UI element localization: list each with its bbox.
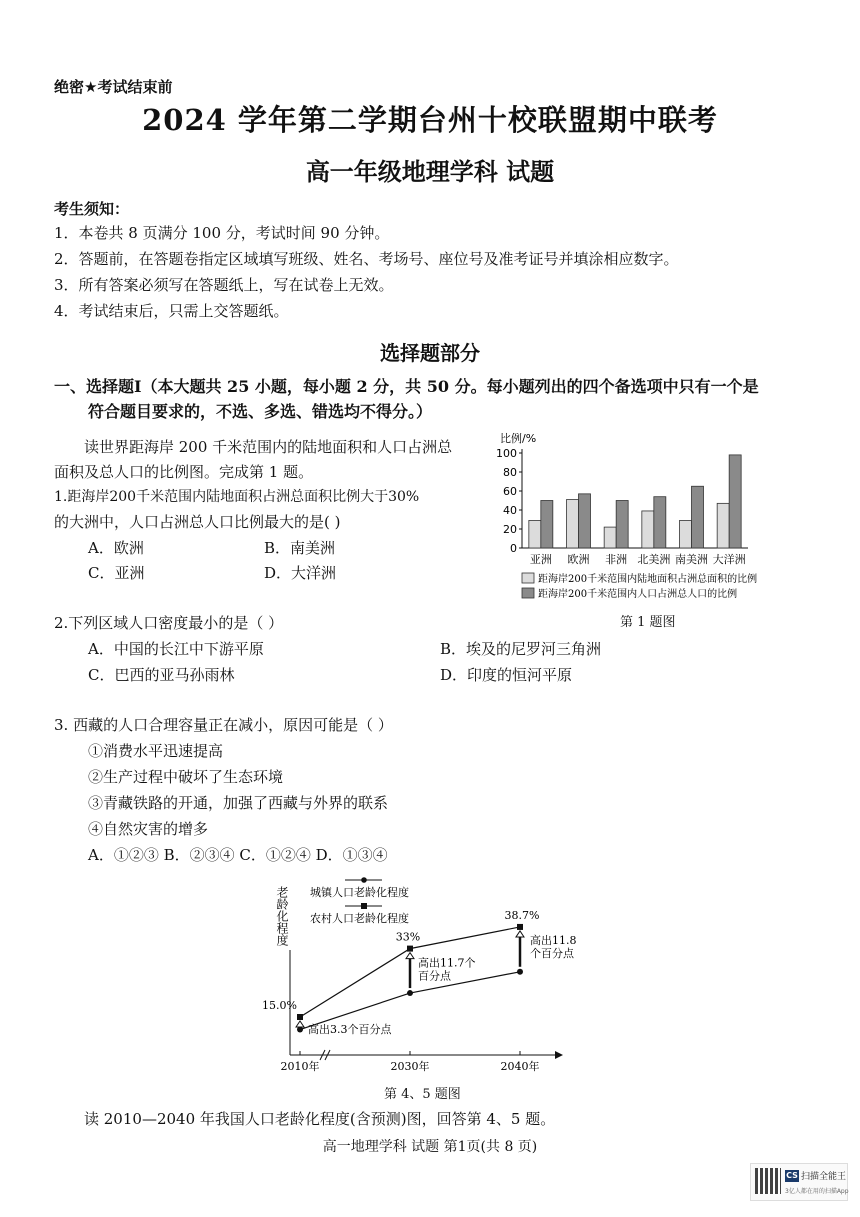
x-tick-label: 2030年: [390, 1060, 430, 1073]
camscanner-logo-icon: CS: [786, 1171, 798, 1180]
q1-option-a: A．欧洲: [88, 539, 144, 557]
notice-item: 3．所有答案必须写在答题纸上，写在试卷上无效。: [54, 276, 394, 294]
legend-label: 距海岸200千米范围内陆地面积占洲总面积的比例: [538, 574, 758, 585]
q3-statement: ④自然灾害的增多: [88, 820, 209, 838]
bar-category-label: 非洲: [605, 553, 628, 566]
q3-choices: A．①②③ B．②③④ C．①②④ D．①③④: [88, 846, 388, 864]
legend-label: 农村人口老龄化程度: [310, 912, 409, 925]
exam-title: 2024 学年第二学期台州十校联盟期中联考: [142, 103, 718, 137]
q2-option-d: D．印度的恒河平原: [440, 666, 573, 684]
exam-subtitle: 高一年级地理学科 试题: [305, 157, 555, 186]
bar-population: [692, 486, 704, 548]
figure-45-caption: 第 4、5 题图: [384, 1087, 461, 1102]
data-point: [517, 924, 523, 930]
q1-option-b: B．南美洲: [264, 539, 336, 557]
bar-chart-axis: [522, 449, 748, 548]
q3-stem: 3. 西藏的人口合理容量正在减小，原因可能是（ ）: [54, 716, 393, 734]
scanner-app-tagline: 3亿人都在用的扫描App: [785, 1188, 849, 1195]
notice-item: 4．考试结束后，只需上交答题纸。: [54, 302, 289, 320]
part-heading-line: 符合题目要求的，不选、多选、错选均不得分。）: [88, 402, 433, 421]
q1-stem: 1.距海岸200千米范围内陆地面积占洲总面积比例大于30%: [54, 489, 420, 505]
q1-option-c: C．亚洲: [88, 564, 145, 582]
q1-stem: 的大洲中，人口占洲总人口比例最大的是( ): [54, 513, 341, 531]
gap-arrow-head: [296, 1021, 304, 1027]
x-tick-label: 2010年: [280, 1060, 320, 1073]
bar-y-tick-label: 80: [503, 466, 517, 479]
annotation-label: 高出11.7个: [418, 956, 476, 970]
q1-intro: 面积及总人口的比例图。完成第 1 题。: [54, 463, 314, 481]
q3-statement: ②生产过程中破坏了生态环境: [88, 768, 284, 786]
q2-option-a: A．中国的长江中下游平原: [88, 640, 264, 658]
bar-y-tick-label: 60: [503, 485, 517, 498]
bar-chart-ylabel: 比例/%: [500, 432, 537, 445]
legend-marker: [361, 903, 367, 909]
annotation-label: 百分点: [418, 969, 451, 983]
bar-y-tick-label: 20: [503, 523, 517, 536]
scanner-app-name: 扫描全能王: [801, 1172, 847, 1182]
scanner-badge: [750, 1163, 848, 1201]
page-footer: 高一地理学科 试题 第1页(共 8 页): [322, 1139, 538, 1155]
legend-swatch: [522, 588, 534, 598]
bar-category-label: 北美洲: [637, 553, 671, 566]
bar-y-tick-label: 0: [510, 542, 517, 555]
bar-land-area: [717, 503, 729, 548]
bar-y-tick-label: 40: [503, 504, 517, 517]
confidential-mark: 绝密★考试结束前: [54, 78, 173, 96]
bar-population: [616, 501, 628, 549]
legend-marker: [361, 877, 367, 883]
bar-population: [541, 501, 553, 549]
legend-label: 城镇人口老龄化程度: [310, 886, 409, 899]
data-point: [517, 969, 523, 975]
bar-y-tick-label: 100: [496, 447, 517, 460]
annotation-label: 33%: [395, 930, 421, 944]
notice-heading: 考生须知：: [54, 200, 130, 218]
part-heading-line: 一、选择题Ⅰ（本大题共 25 小题，每小题 2 分，共 50 分。每小题列出的四个备选项中只有一个是: [54, 377, 759, 396]
annotation-label: 15.0%: [262, 999, 297, 1012]
bar-chart-categories: [530, 552, 746, 566]
bar-land-area: [604, 527, 616, 548]
figure-1-bar-chart: [490, 428, 820, 608]
line-chart-legend: [310, 877, 409, 925]
q2-stem: 2.下列区域人口密度最小的是（ ）: [54, 614, 284, 632]
data-point: [297, 1014, 303, 1020]
data-point: [407, 946, 413, 952]
bar-category-label: 大洋洲: [712, 553, 746, 566]
bar-population: [654, 497, 666, 548]
q1-intro: 读世界距海岸 200 千米范围内的陆地面积和人口占洲总: [84, 438, 453, 456]
bar-population: [579, 494, 591, 548]
bar-chart-bars: [529, 455, 741, 548]
bar-chart-legend: [522, 572, 757, 600]
gap-arrow-head: [516, 931, 524, 937]
notice-item: 2．答题前，在答题卷指定区域填写班级、姓名、考场号、座位号及准考证号并填涂相应数字。: [54, 250, 679, 268]
q3-statement: ①消费水平迅速提高: [88, 742, 224, 760]
section-title: 选择题部分: [380, 341, 480, 365]
bar-land-area: [529, 520, 541, 548]
part-heading: [54, 374, 814, 424]
bar-land-area: [642, 511, 654, 548]
q3-statement: ③青藏铁路的开通，加强了西藏与外界的联系: [88, 794, 389, 812]
legend-label: 距海岸200千米范围内人口占洲总人口的比例: [538, 589, 738, 600]
q1-option-d: D．大洋洲: [264, 564, 337, 582]
data-point: [407, 990, 413, 996]
qr-code-icon: [755, 1168, 781, 1194]
bar-population: [729, 455, 741, 548]
q45-intro: 读 2010—2040 年我国人口老龄化程度(含预测)图，回答第 4、5 题。: [84, 1110, 556, 1128]
bar-chart-ticks: [496, 447, 522, 555]
gap-arrow-head: [406, 953, 414, 959]
annotation-label: 个百分点: [530, 946, 574, 960]
notice-item: 1．本卷共 8 页满分 100 分，考试时间 90 分钟。: [54, 224, 390, 242]
annotation-label: 38.7%: [504, 908, 540, 922]
q2-option-b: B．埃及的尼罗河三角洲: [440, 640, 602, 658]
figure-1-caption: 第 1 题图: [620, 615, 676, 630]
q2-option-c: C．巴西的亚马孙雨林: [88, 666, 235, 684]
legend-swatch: [522, 573, 534, 583]
line-chart-ylabel: 老龄化程度: [275, 886, 289, 946]
bar-land-area: [680, 520, 692, 548]
bar-category-label: 南美洲: [675, 553, 708, 566]
line-chart-annotations: [262, 909, 576, 1036]
bar-land-area: [567, 500, 579, 548]
figure-45-line-chart: [262, 872, 580, 1077]
annotation-label: 高出3.3个百分点: [308, 1023, 392, 1036]
bar-category-label: 亚洲: [529, 553, 552, 566]
x-tick-label: 2040年: [500, 1060, 540, 1073]
bar-category-label: 欧洲: [567, 553, 590, 566]
line-chart-x-labels: [281, 1051, 540, 1073]
annotation-label: 高出11.8: [530, 933, 577, 947]
